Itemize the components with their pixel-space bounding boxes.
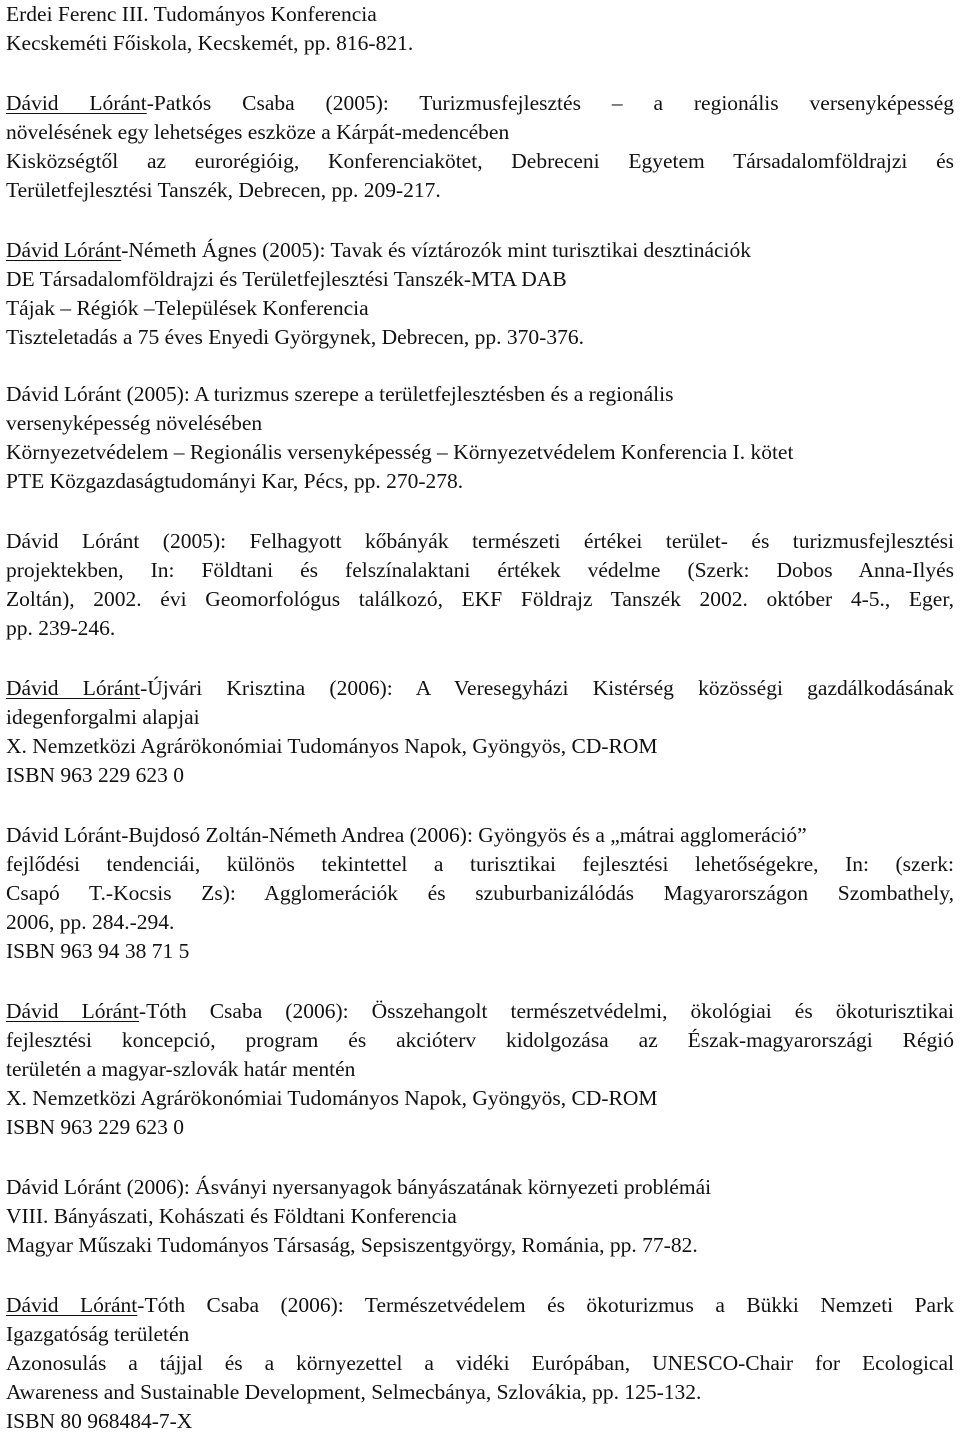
reference-line: ISBN 963 229 623 0 <box>6 763 184 787</box>
reference-line: Dávid Lóránt (2005): A turizmus szerepe a területfejlesztésben és a regionális <box>6 382 674 406</box>
reference-line: Awareness and Sustainable Development, Selmecbánya, Szlovákia, pp. 125-132. <box>6 1380 702 1404</box>
reference-line: fejlesztési koncepció, program és akcióterv kidolgozása az Észak-magyarországi Régió <box>6 1028 954 1052</box>
reference-entry <box>6 89 954 205</box>
reference-line: ISBN 80 968484-7-X <box>6 1409 193 1433</box>
reference-line: Dávid Lóránt (2005): Felhagyott kőbányák természeti értékei terület- és turizmusfejlesztési <box>6 529 954 553</box>
reference-line: Azonosulás a tájjal és a környezettel a vidéki Európában, UNESCO-Chair for Ecological <box>6 1351 954 1375</box>
reference-line: Erdei Ferenc III. Tudományos Konferencia <box>6 2 377 26</box>
reference-line: Tiszteletadás a 75 éves Enyedi Györgynek, Debrecen, pp. 370-376. <box>6 325 584 349</box>
reference-entry-continuation <box>6 0 954 58</box>
reference-text: -Tóth Csaba (2006): Természetvédelem és ökoturizmus a Bükki Nemzeti Park <box>137 1293 954 1317</box>
reference-line <box>6 674 954 703</box>
reference-line <box>6 89 954 118</box>
reference-entry <box>6 1291 954 1436</box>
reference-line: Dávid Lóránt-Bujdosó Zoltán-Németh Andrea (2006): Gyöngyös és a „mátrai agglomeráció” <box>6 823 807 847</box>
reference-text: -Újvári Krisztina (2006): A Veresegyházi Kistérség közösségi gazdálkodásának <box>140 676 954 700</box>
author-name-underlined: Dávid Lóránt <box>6 91 147 115</box>
reference-line: DE Társadalomföldrajzi és Területfejlesztési Tanszék-MTA DAB <box>6 267 567 291</box>
reference-line <box>6 997 954 1026</box>
reference-line: Igazgatóság területén <box>6 1322 190 1346</box>
reference-entry <box>6 997 954 1142</box>
reference-entry <box>6 674 954 790</box>
reference-line: Környezetvédelem – Regionális versenyképesség – Környezetvédelem Konferencia I. kötet <box>6 440 794 464</box>
reference-line: pp. 239-246. <box>6 616 116 640</box>
author-name-underlined: Dávid Lóránt <box>6 1293 138 1317</box>
reference-line: Zoltán), 2002. évi Geomorfológus találkozó, EKF Földrajz Tanszék 2002. október 4-5., Eger, <box>6 587 954 611</box>
reference-line: versenyképesség növelésében <box>6 411 263 435</box>
reference-line: idegenforgalmi alapjai <box>6 705 200 729</box>
document-page <box>6 0 954 1436</box>
reference-line: növelésének egy lehetséges eszköze a Kárpát-medencében <box>6 120 510 144</box>
author-name-underlined: Dávid Lóránt <box>6 238 122 262</box>
reference-entry <box>6 1173 954 1260</box>
reference-line: Kecskeméti Főiskola, Kecskemét, pp. 816-821. <box>6 31 414 55</box>
reference-entry <box>6 380 954 496</box>
reference-line: X. Nemzetközi Agrárökonómiai Tudományos Napok, Gyöngyös, CD-ROM <box>6 734 658 758</box>
author-name-underlined: Dávid Lóránt <box>6 676 141 700</box>
reference-line: ISBN 963 94 38 71 5 <box>6 939 190 963</box>
reference-line: Dávid Lóránt (2006): Ásványi nyersanyagok bányászatának környezeti problémái <box>6 1175 712 1199</box>
reference-line: Kisközségtől az eurorégióig, Konferenciakötet, Debreceni Egyetem Társadalomföldrajzi és <box>6 149 954 173</box>
reference-entry <box>6 821 954 966</box>
reference-line <box>6 1291 954 1320</box>
reference-text: -Németh Ágnes (2005): Tavak és víztározók mint turisztikai desztinációk <box>121 238 752 262</box>
reference-line: PTE Közgazdaságtudományi Kar, Pécs, pp. 270-278. <box>6 469 464 493</box>
reference-line <box>6 236 954 265</box>
reference-line: X. Nemzetközi Agrárökonómiai Tudományos Napok, Gyöngyös, CD-ROM <box>6 1086 658 1110</box>
reference-entry <box>6 236 954 352</box>
reference-line: területén a magyar-szlovák határ mentén <box>6 1057 356 1081</box>
reference-text: -Patkós Csaba (2005): Turizmusfejlesztés – a regionális versenyképesség <box>146 91 954 115</box>
reference-line: Tájak – Régiók –Települések Konferencia <box>6 296 369 320</box>
reference-text: -Tóth Csaba (2006): Összehangolt természetvédelmi, ökológiai és ökoturisztikai <box>138 999 954 1023</box>
reference-line: Magyar Műszaki Tudományos Társaság, Sepsiszentgyörgy, Románia, pp. 77-82. <box>6 1233 698 1257</box>
reference-line: Területfejlesztési Tanszék, Debrecen, pp. 209-217. <box>6 178 441 202</box>
reference-entry <box>6 527 954 643</box>
reference-line: Csapó T.-Kocsis Zs): Agglomerációk és szuburbanizálódás Magyarországon Szombathely, <box>6 881 954 905</box>
reference-line: 2006, pp. 284.-294. <box>6 910 175 934</box>
author-name-underlined: Dávid Lóránt <box>6 999 139 1023</box>
reference-line: projektekben, In: Földtani és felszínalaktani értékek védelme (Szerk: Dobos Anna-Ilyés <box>6 558 954 582</box>
reference-line: fejlődési tendenciái, különös tekintettel a turisztikai fejlesztési lehetőségekre, In: (szerk: <box>6 852 954 876</box>
reference-line: ISBN 963 229 623 0 <box>6 1115 184 1139</box>
reference-line: VIII. Bányászati, Kohászati és Földtani Konferencia <box>6 1204 457 1228</box>
